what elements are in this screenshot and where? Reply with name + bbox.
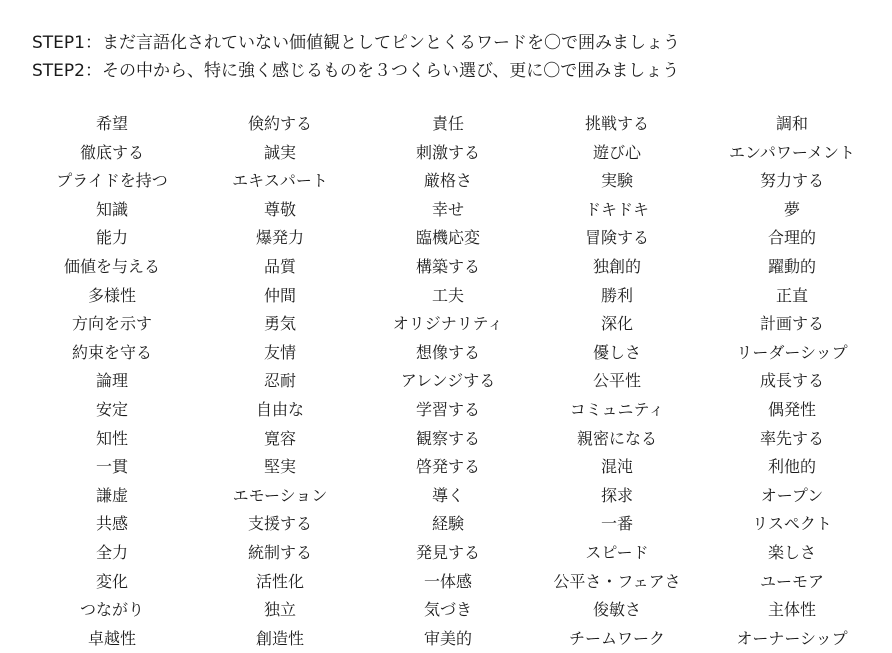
value-word: 想像する	[415, 342, 480, 362]
value-word: 知識	[95, 199, 128, 219]
word-column-5	[692, 110, 892, 653]
value-word: 全力	[95, 542, 128, 562]
value-word: 発見する	[415, 542, 480, 562]
value-word: 品質	[263, 256, 296, 276]
value-word: 遊び心	[592, 142, 641, 162]
value-word: 俊敏さ	[592, 600, 641, 620]
value-word: オーナーシップ	[736, 628, 848, 648]
value-word: 楽しさ	[767, 542, 816, 562]
value-word: 躍動的	[767, 256, 816, 276]
value-word: 厳格さ	[423, 171, 472, 191]
value-word: 約束を守る	[71, 342, 152, 362]
value-word: リーダーシップ	[736, 342, 848, 362]
value-word: 工夫	[431, 285, 464, 305]
value-word: 自由な	[255, 399, 304, 419]
value-word: 経験	[431, 514, 464, 534]
step1-instruction: STEP1：まだ言語化されていない価値観としてピンとくるワードを〇で囲みましょう	[32, 33, 680, 53]
value-word: 徹底する	[79, 142, 144, 162]
value-word: リスペクト	[752, 514, 832, 534]
value-word: 卓越性	[87, 628, 136, 648]
value-word: 一貫	[95, 457, 128, 477]
value-word: 混沌	[600, 457, 633, 477]
values-word-grid	[0, 110, 856, 648]
value-word: 堅実	[263, 457, 296, 477]
value-word: 审美的	[423, 628, 472, 648]
value-word: 変化	[95, 571, 128, 591]
word-column-4	[517, 110, 717, 653]
value-word: 夢	[783, 199, 800, 219]
step2-instruction: STEP2：その中から、特に強く感じるものを３つくらい選び、更に〇で囲みましょう	[32, 61, 680, 81]
value-word: 正直	[775, 285, 808, 305]
value-word: 一体感	[423, 571, 472, 591]
value-word: 優しさ	[592, 342, 641, 362]
value-word: 観察する	[415, 428, 480, 448]
value-word: 価値を与える	[63, 256, 160, 276]
value-word: チームワーク	[568, 628, 665, 648]
value-word: 計画する	[759, 314, 824, 334]
value-word: 努力する	[759, 171, 824, 191]
value-word: 偶発性	[767, 399, 816, 419]
value-word: 共感	[95, 514, 128, 534]
instructions	[32, 29, 680, 85]
value-word: 統制する	[247, 542, 312, 562]
value-word: 調和	[775, 114, 808, 133]
value-word: 知性	[95, 428, 128, 448]
value-word: 挑戦する	[584, 114, 649, 133]
value-word: 率先する	[759, 428, 824, 448]
value-word: 学習する	[415, 399, 480, 419]
value-word: スピード	[585, 542, 649, 562]
value-word: エモーション	[232, 485, 328, 505]
value-word: オープン	[760, 485, 824, 505]
value-word: 多様性	[87, 285, 136, 305]
value-word: 公平性	[592, 371, 641, 391]
value-word: 希望	[95, 114, 128, 133]
value-word: 仲間	[263, 285, 296, 305]
value-word: つながり	[79, 600, 144, 620]
value-word: アレンジする	[400, 371, 496, 391]
value-word: 成長する	[759, 371, 824, 391]
value-word: 活性化	[255, 571, 304, 591]
value-word: ドキドキ	[584, 199, 649, 219]
value-word: コミュニティ	[569, 399, 665, 419]
value-word: 尊敬	[263, 199, 296, 219]
value-word: 倹約する	[247, 114, 312, 133]
value-word: 爆発力	[255, 228, 304, 248]
value-word: 導く	[431, 485, 464, 505]
value-word: 支援する	[247, 514, 312, 534]
value-word: 深化	[600, 314, 633, 334]
value-word: 独立	[263, 600, 296, 620]
value-word: オリジナリティ	[392, 314, 504, 334]
value-word: 探求	[600, 485, 633, 505]
value-word: 忍耐	[263, 371, 296, 391]
value-word: 謙虚	[95, 485, 128, 505]
value-word: 主体性	[767, 600, 816, 620]
value-word: 寛容	[263, 428, 296, 448]
value-word: エキスパート	[232, 171, 328, 191]
value-word: 一番	[600, 514, 633, 534]
value-word: 責任	[431, 114, 464, 133]
value-word: 誠実	[263, 142, 296, 162]
value-word: 安定	[95, 399, 128, 419]
value-word: エンパワーメント	[728, 142, 856, 162]
value-word: 能力	[95, 228, 128, 248]
value-word: 実験	[600, 171, 633, 191]
value-word: 冒険する	[584, 228, 649, 248]
value-word: 気づき	[423, 600, 472, 620]
value-word: 独創的	[592, 256, 641, 276]
value-word: ユーモア	[759, 571, 824, 591]
value-word: 幸せ	[431, 199, 464, 219]
value-word: 論理	[95, 371, 128, 391]
value-word: 親密になる	[576, 428, 657, 448]
value-word: 臨機応変	[415, 228, 480, 248]
value-word: 啓発する	[415, 457, 480, 477]
value-word: 刺激する	[415, 142, 480, 162]
value-word: 勇気	[263, 314, 296, 334]
value-word: 公平さ・フェアさ	[553, 571, 681, 591]
value-word: 構築する	[415, 256, 480, 276]
value-word: 友情	[263, 342, 296, 362]
value-word: 創造性	[255, 628, 304, 648]
value-word: 勝利	[600, 285, 633, 305]
value-word: 利他的	[767, 457, 816, 477]
value-word: プライドを持つ	[56, 171, 168, 191]
value-word: 方向を示す	[71, 314, 152, 334]
value-word: 合理的	[767, 228, 816, 248]
